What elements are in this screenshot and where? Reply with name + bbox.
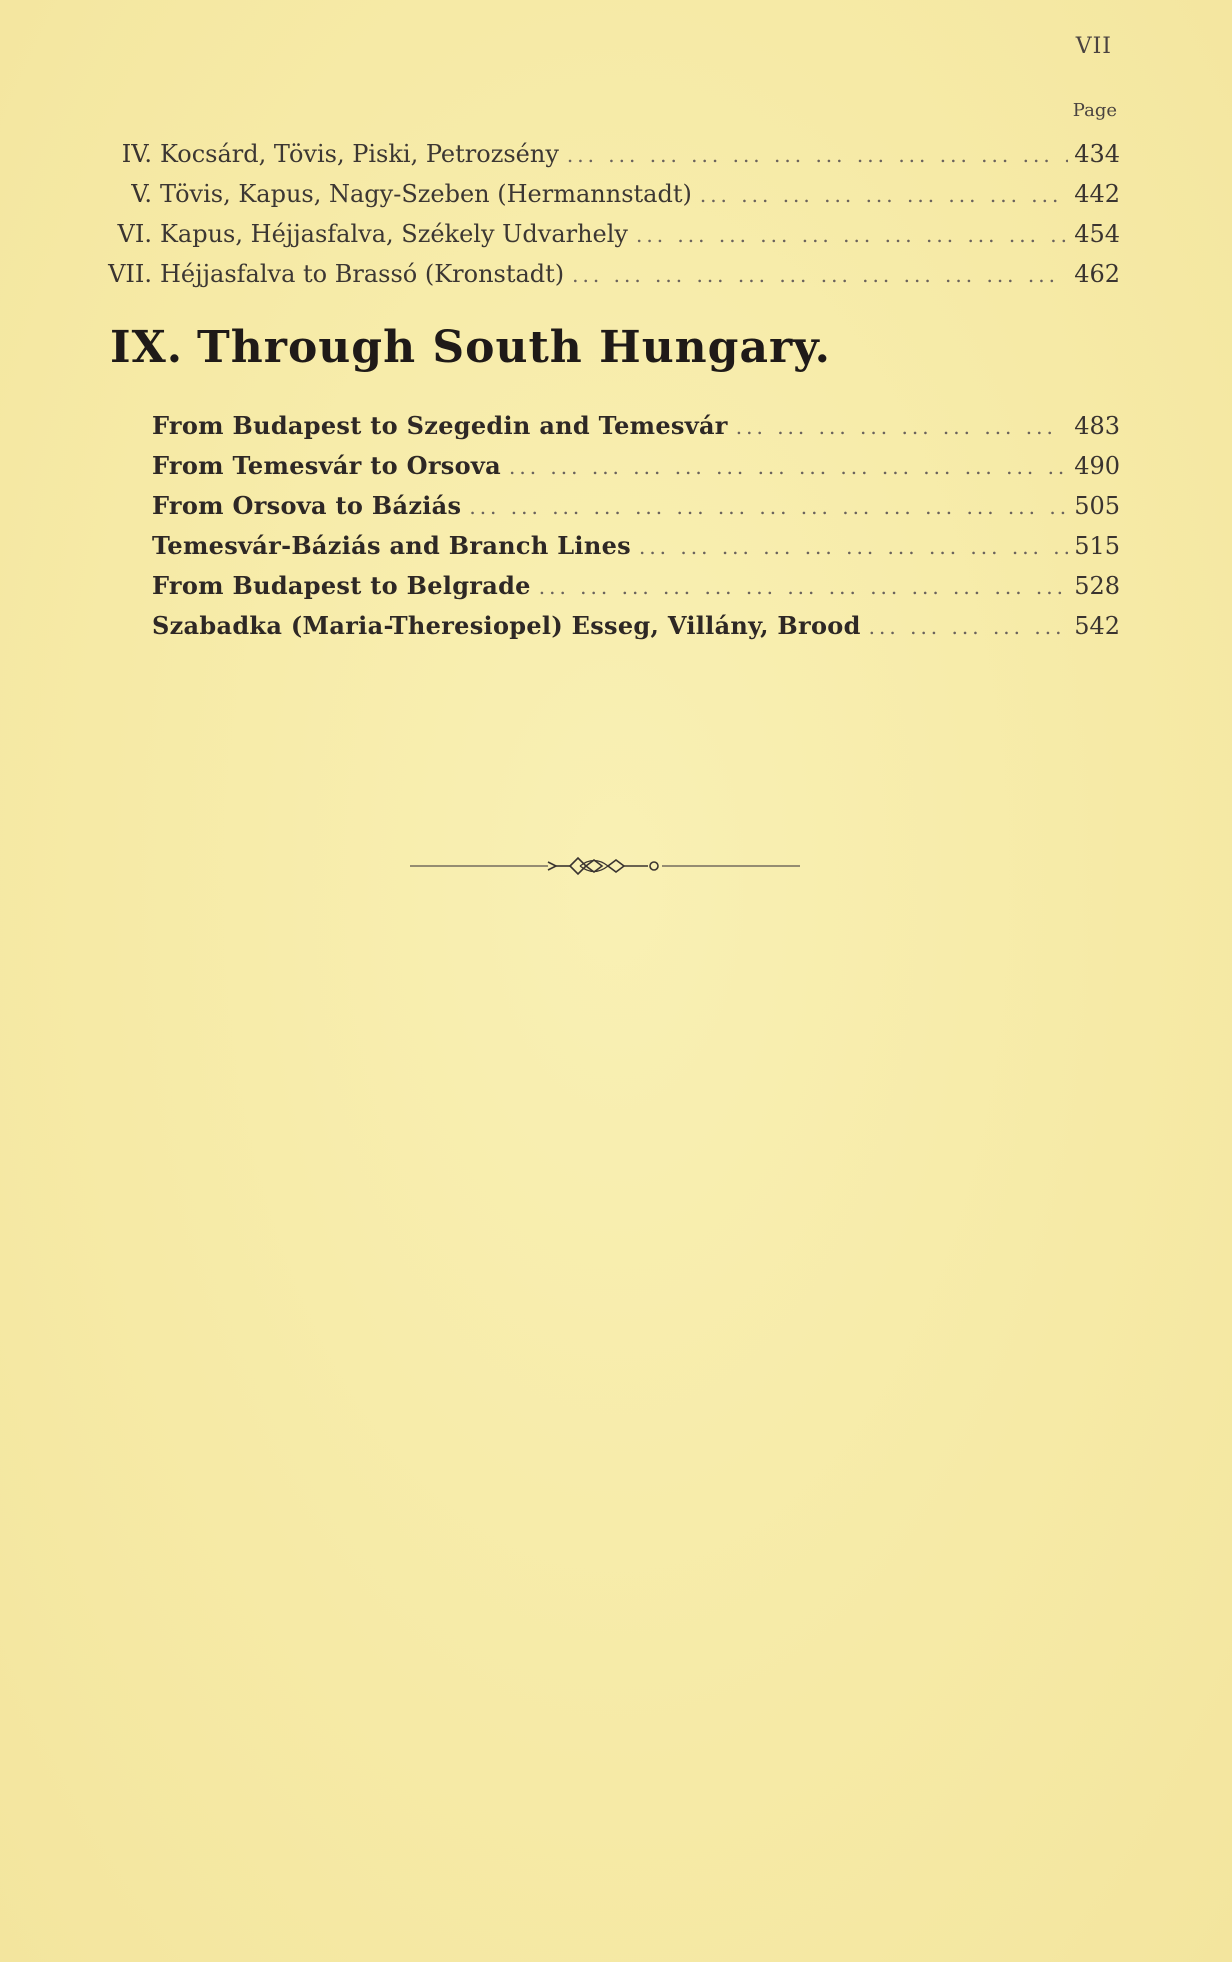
toc-entry [0, 214, 1232, 254]
ornamental-divider [410, 855, 800, 877]
toc-entry [0, 174, 1232, 214]
dot-leader [539, 567, 1068, 607]
entry-numeral: VII. [108, 260, 152, 288]
entry-label: From Budapest to Szegedin and Temesvár [152, 411, 728, 440]
page-number: VII [1075, 34, 1112, 59]
dot-leader [700, 175, 1068, 215]
dot-leader [869, 607, 1068, 647]
entry-label: Kocsárd, Tövis, Piski, Petrozsény [160, 140, 559, 168]
section-title: Through South Hungary. [197, 322, 831, 373]
entry-label: Héjjasfalva to Brassó (Kronstadt) [160, 260, 565, 288]
toc-entry [0, 446, 1232, 486]
entry-page: 462 [1074, 260, 1120, 288]
entry-page: 490 [1074, 452, 1120, 480]
dot-leader [469, 487, 1068, 527]
entry-page: 542 [1074, 612, 1120, 640]
entry-page: 515 [1074, 532, 1120, 560]
toc-entry [0, 134, 1232, 174]
toc-entry [0, 486, 1232, 526]
section-number: IX. [110, 322, 184, 373]
page-column-header: Page [1072, 100, 1117, 121]
entry-label: Szabadka (Maria-Theresiopel) Esseg, Villány, Brood [152, 611, 861, 640]
entry-label: Tövis, Kapus, Nagy-Szeben (Hermannstadt) [160, 180, 692, 208]
toc-entry [0, 406, 1232, 446]
section-heading [110, 322, 831, 373]
entry-page: 505 [1074, 492, 1120, 520]
dot-leader [567, 135, 1068, 175]
entry-label: From Budapest to Belgrade [152, 571, 531, 600]
entry-label: Temesvár-Báziás and Branch Lines [152, 531, 631, 560]
entry-numeral: VI. [117, 220, 152, 248]
entry-label: From Orsova to Báziás [152, 491, 462, 520]
entry-page: 454 [1074, 220, 1120, 248]
toc-entry [0, 526, 1232, 566]
entry-numeral: IV. [121, 140, 152, 168]
entry-label: From Temesvár to Orsova [152, 451, 501, 480]
entry-page: 483 [1074, 412, 1120, 440]
dot-leader [639, 527, 1068, 567]
dot-leader [572, 255, 1068, 295]
toc-continued-list [0, 134, 1232, 294]
entry-page: 528 [1074, 572, 1120, 600]
dot-leader [736, 407, 1068, 447]
entry-numeral: V. [131, 180, 152, 208]
toc-entry [0, 566, 1232, 606]
toc-entry [0, 606, 1232, 646]
entry-page: 442 [1074, 180, 1120, 208]
dot-leader [636, 215, 1068, 255]
entry-page: 434 [1074, 140, 1120, 168]
toc-entry [0, 254, 1232, 294]
dot-leader [509, 447, 1068, 487]
toc-section-list [0, 406, 1232, 646]
entry-label: Kapus, Héjjasfalva, Székely Udvarhely [160, 220, 628, 248]
